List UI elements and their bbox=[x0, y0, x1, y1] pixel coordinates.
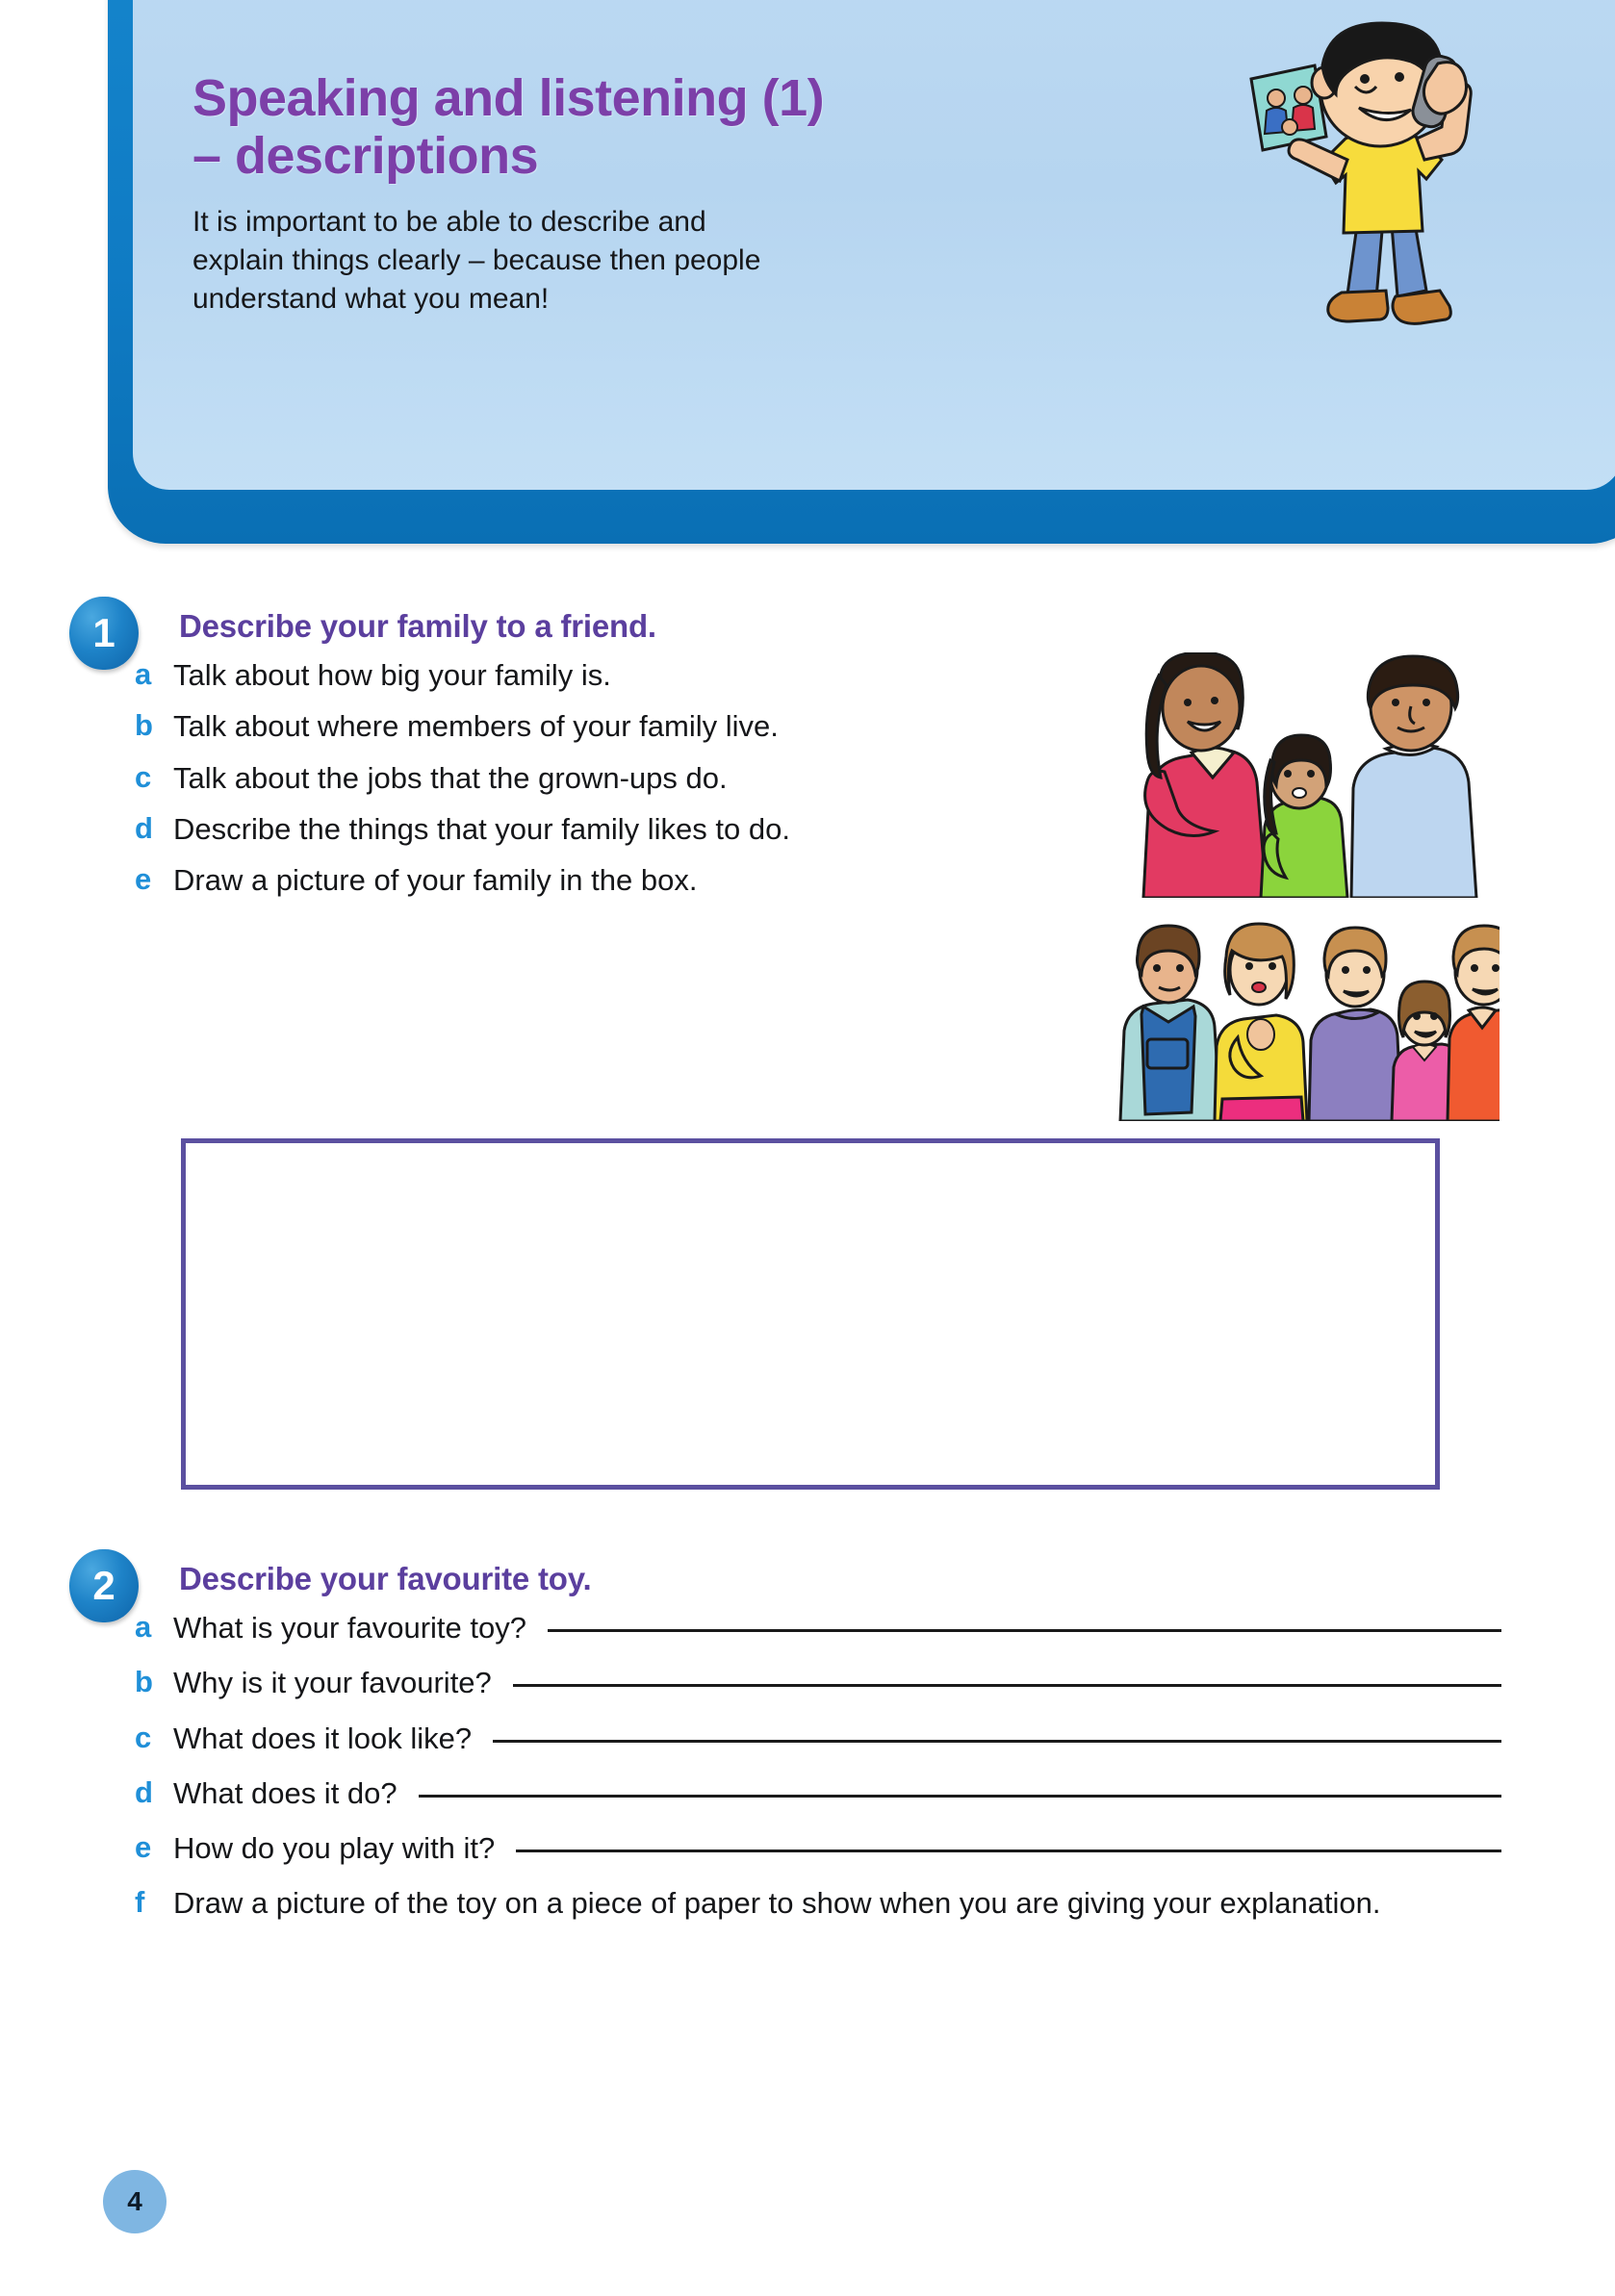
answer-line[interactable] bbox=[516, 1850, 1501, 1852]
list-item bbox=[135, 1884, 1501, 1923]
list-item bbox=[135, 1664, 1501, 1702]
item-letter: f bbox=[135, 1885, 145, 1920]
item-text: Talk about how big your family is. bbox=[173, 658, 611, 692]
list-item bbox=[135, 1774, 1501, 1813]
header-intro-line-2: explain things clearly – because then people bbox=[192, 243, 761, 276]
item-letter: b bbox=[135, 1665, 153, 1699]
item-text: Talk about where members of your family live. bbox=[173, 709, 779, 744]
item-letter: c bbox=[135, 1720, 152, 1754]
family-of-three-illustration bbox=[1120, 652, 1496, 898]
header-panel bbox=[108, 0, 1615, 544]
family-drawing-box[interactable] bbox=[181, 1138, 1440, 1490]
header-panel-inner bbox=[133, 0, 1615, 490]
question-1-title: Describe your family to a friend. bbox=[179, 608, 656, 644]
item-text: How do you play with it? bbox=[173, 1831, 496, 1866]
answer-line[interactable] bbox=[513, 1684, 1501, 1687]
list-item bbox=[135, 1829, 1501, 1868]
answer-line[interactable] bbox=[493, 1740, 1501, 1743]
item-text: Draw a picture of your family in the box. bbox=[173, 863, 698, 898]
page-number-badge: 4 bbox=[103, 2170, 167, 2233]
item-letter: d bbox=[135, 1774, 153, 1809]
item-text: Why is it your favourite? bbox=[173, 1666, 492, 1700]
item-text: What is your favourite toy? bbox=[173, 1611, 526, 1645]
item-letter: c bbox=[135, 759, 152, 794]
list-item bbox=[135, 1720, 1501, 1758]
item-letter: e bbox=[135, 862, 152, 897]
question-2-item-list bbox=[135, 1609, 1501, 1940]
item-letter: a bbox=[135, 657, 152, 691]
item-text: What does it look like? bbox=[173, 1721, 473, 1755]
item-text: Describe the things that your family likes to do. bbox=[173, 811, 790, 846]
list-item bbox=[135, 1609, 1501, 1647]
item-letter: b bbox=[135, 708, 153, 743]
item-letter: d bbox=[135, 810, 153, 845]
family-of-five-illustration bbox=[1109, 914, 1500, 1121]
item-letter: e bbox=[135, 1830, 152, 1865]
question-2-title: Describe your favourite toy. bbox=[179, 1561, 592, 1596]
header-text-block bbox=[192, 69, 866, 319]
page-title-line-1: Speaking and listening (1) bbox=[192, 69, 825, 127]
boy-on-phone-icon bbox=[1211, 19, 1557, 337]
header-intro-line-3: understand what you mean! bbox=[192, 282, 550, 315]
answer-line[interactable] bbox=[419, 1795, 1501, 1798]
header-intro-text bbox=[192, 203, 866, 319]
item-text: What does it do? bbox=[173, 1775, 397, 1810]
item-text: Draw a picture of the toy on a piece of paper to show when you are giving your explanation. bbox=[173, 1886, 1381, 1921]
item-text: Talk about the jobs that the grown-ups do. bbox=[173, 760, 728, 795]
answer-line[interactable] bbox=[548, 1629, 1501, 1632]
page-title-line-2: – descriptions bbox=[192, 127, 539, 186]
item-letter: a bbox=[135, 1610, 152, 1644]
question-2-number-badge: 2 bbox=[69, 1549, 139, 1622]
header-intro-line-1: It is important to be able to describe and bbox=[192, 205, 706, 238]
question-1-number-badge: 1 bbox=[69, 597, 139, 670]
page-title bbox=[192, 69, 866, 186]
